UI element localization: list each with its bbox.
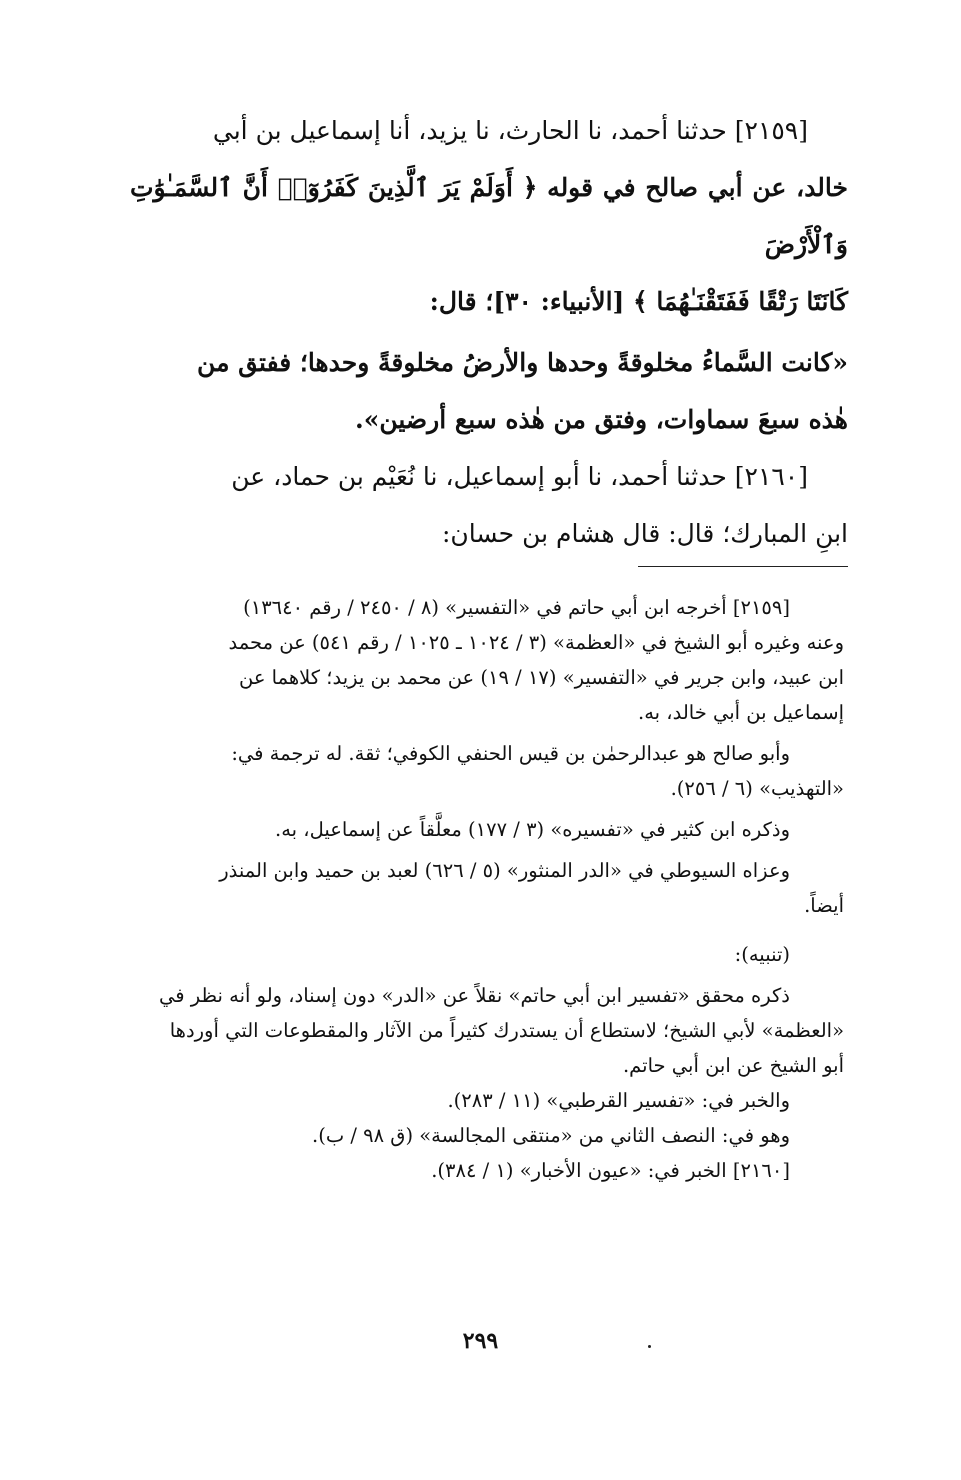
ibn-kathir-line: وذكره ابن كثير في «تفسيره» (٣ / ١٧٧) معلَّقاً عن إسماعيل، به. [275, 818, 790, 841]
suyuti-line-2: أيضاً. [804, 894, 844, 917]
footnote-2159-line-1: [٢١٥٩] أخرجه ابن أبي حاتم في «التفسير» (٨ / ٢٤٥٠ / رقم ١٣٦٤٠) [243, 596, 790, 619]
quote-line-1: «كانت السَّماءُ مخلوقةً وحدها والأرضُ مخلوقةً وحدها؛ ففتق من [197, 348, 848, 377]
footnote-narrator-note [122, 736, 844, 806]
notice-line-1: ذكره محقق «تفسير ابن أبي حاتم» نقلاً عن «الدر» دون إسناد، ولو أنه نظر في [158, 984, 790, 1007]
quote-line-2: هٰذه سبعَ سماوات، وفتق من هٰذه سبع أرضين». [355, 405, 848, 434]
narrator-note-line-1: وأبو صالح هو عبدالرحمٰن بن قيس الحنفي الكوفي؛ ثقة. له ترجمة في: [231, 742, 790, 765]
notice-line-2: «العظمة» لأبي الشيخ؛ لاستطاع أن يستدرك كثيراً من الآثار والمقطوعات التي أوردها [169, 1019, 844, 1042]
qurtubi-line: والخبر في: «تفسير القرطبي» (١١ / ٢٨٣). [447, 1089, 790, 1112]
hadith-2159-line-3: كَانَتَا رَتْقًا فَفَتَقْنَـٰهُمَا ﴾ [الأنبياء: ٣٠]؛ قال: [429, 287, 848, 316]
footnote-2160 [122, 1153, 844, 1188]
narrator-note-line-2: «التهذيب» (٦ / ٢٥٦). [670, 777, 844, 800]
footnote-2160-line: [٢١٦٠] الخبر في: «عيون الأخبار» (١ / ٣٨٤). [431, 1159, 790, 1182]
hadith-2160-line-1: [٢١٦٠] حدثنا أحمد، نا أبو إسماعيل، نا نُعَيْم بن حماد، عن [231, 462, 808, 491]
main-text-block [130, 102, 848, 562]
page-number: ٢٩٩ [462, 1328, 499, 1354]
notice-line-3: أبو الشيخ عن ابن أبي حاتم. [622, 1054, 844, 1077]
footnote-2159-line-2: وعنه وغيره أبو الشيخ في «العظمة» (٣ / ١٠٢٤ ـ ١٠٢٥ / رقم ٥٤١) عن محمد [228, 631, 844, 654]
footnote-2159 [122, 590, 844, 730]
muntaqa-line: وهو في: النصف الثاني من «منتقى المجالسة» (ق ٩٨ / ب). [312, 1124, 790, 1147]
notice-title: (تنبيه): [734, 943, 790, 966]
footnote-qurtubi [122, 1083, 844, 1118]
footnotes-block [122, 590, 844, 1188]
footnote-divider [638, 566, 848, 567]
hadith-2160-paragraph [130, 448, 848, 562]
footnote-2159-line-4: إسماعيل بن أبي خالد، به. [638, 701, 844, 724]
hadith-2159-line-2: خالد، عن أبي صالح في قوله ﴿ أَوَلَمْ يَرَ ٱلَّذِينَ كَفَرُوٓا۟ أَنَّ ٱلسَّمَـٰوَٰتِ وَٱلْأَرْضَ [130, 173, 848, 259]
footnote-suyuti [122, 853, 844, 923]
quote-paragraph [130, 334, 848, 448]
footnote-ibn-kathir [122, 812, 844, 847]
hadith-2159-line-1: [٢١٥٩] حدثنا أحمد، نا الحارث، نا يزيد، أنا إسماعيل بن أبي [212, 116, 808, 145]
footnote-2159-line-3: ابن عبيد، وابن جرير في «التفسير» (١٧ / ١٩) عن محمد بن يزيد؛ كلاهما عن [238, 666, 844, 689]
stray-dot [648, 1345, 651, 1348]
footnote-notice [122, 978, 844, 1083]
footnote-notice-title [122, 937, 844, 972]
hadith-2160-line-2: ابنِ المبارك؛ قال: قال هشام بن حسان: [441, 519, 848, 548]
footnote-muntaqa [122, 1118, 844, 1153]
hadith-2159-paragraph [130, 102, 848, 330]
suyuti-line-1: وعزاه السيوطي في «الدر المنثور» (٥ / ٦٢٦) لعبد بن حميد وابن المنذر [219, 859, 790, 882]
